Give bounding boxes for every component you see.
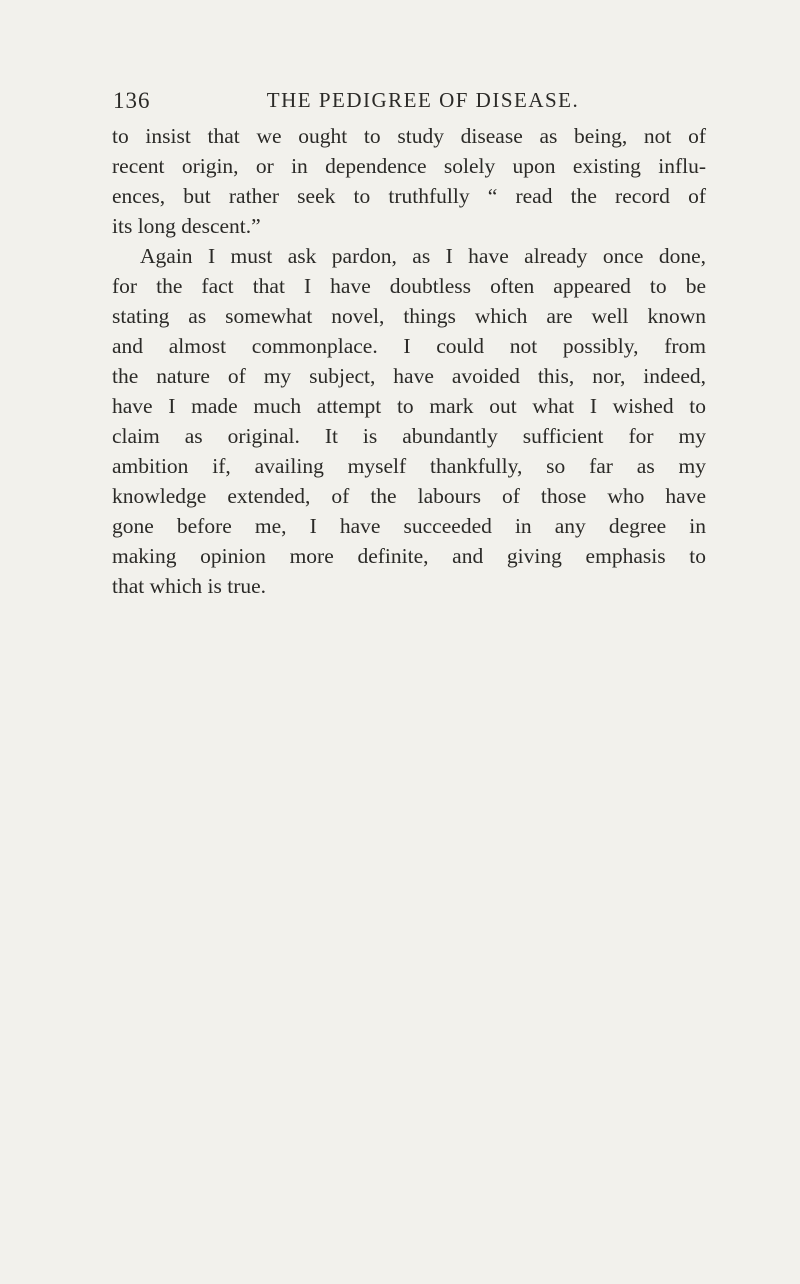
text-line: to insist that we ought to study disease as being, not of: [112, 124, 706, 148]
text-line: gone before me, I have succeeded in any degree in: [112, 514, 706, 538]
body-text: [112, 121, 706, 601]
text-line: and almost commonplace. I could not possibly, from: [112, 334, 706, 358]
text-line: ambition if, availing myself thankfully, so far as my: [112, 454, 706, 478]
text-line: knowledge extended, of the labours of those who have: [112, 484, 706, 508]
text-line: Again I must ask pardon, as I have already once done,: [140, 244, 706, 268]
text-line: the nature of my subject, have avoided this, nor, indeed,: [112, 364, 706, 388]
text-line: recent origin, or in dependence solely upon existing influ-: [112, 154, 706, 178]
page-number: 136: [113, 88, 151, 113]
text-line: have I made much attempt to mark out what I wished to: [112, 394, 706, 418]
text-line: making opinion more definite, and giving emphasis to: [112, 544, 706, 568]
text-line: claim as original. It is abundantly sufficient for my: [112, 424, 706, 448]
text-line: for the fact that I have doubtless often appeared to be: [112, 274, 706, 298]
text-line: its long descent.”: [112, 214, 261, 238]
text-line: that which is true.: [112, 574, 267, 598]
running-title: THE PEDIGREE OF DISEASE.: [266, 88, 580, 112]
text-line: ences, but rather seek to truthfully “ read the record of: [112, 184, 706, 208]
running-header: [113, 88, 703, 116]
text-line: stating as somewhat novel, things which are well known: [112, 304, 706, 328]
